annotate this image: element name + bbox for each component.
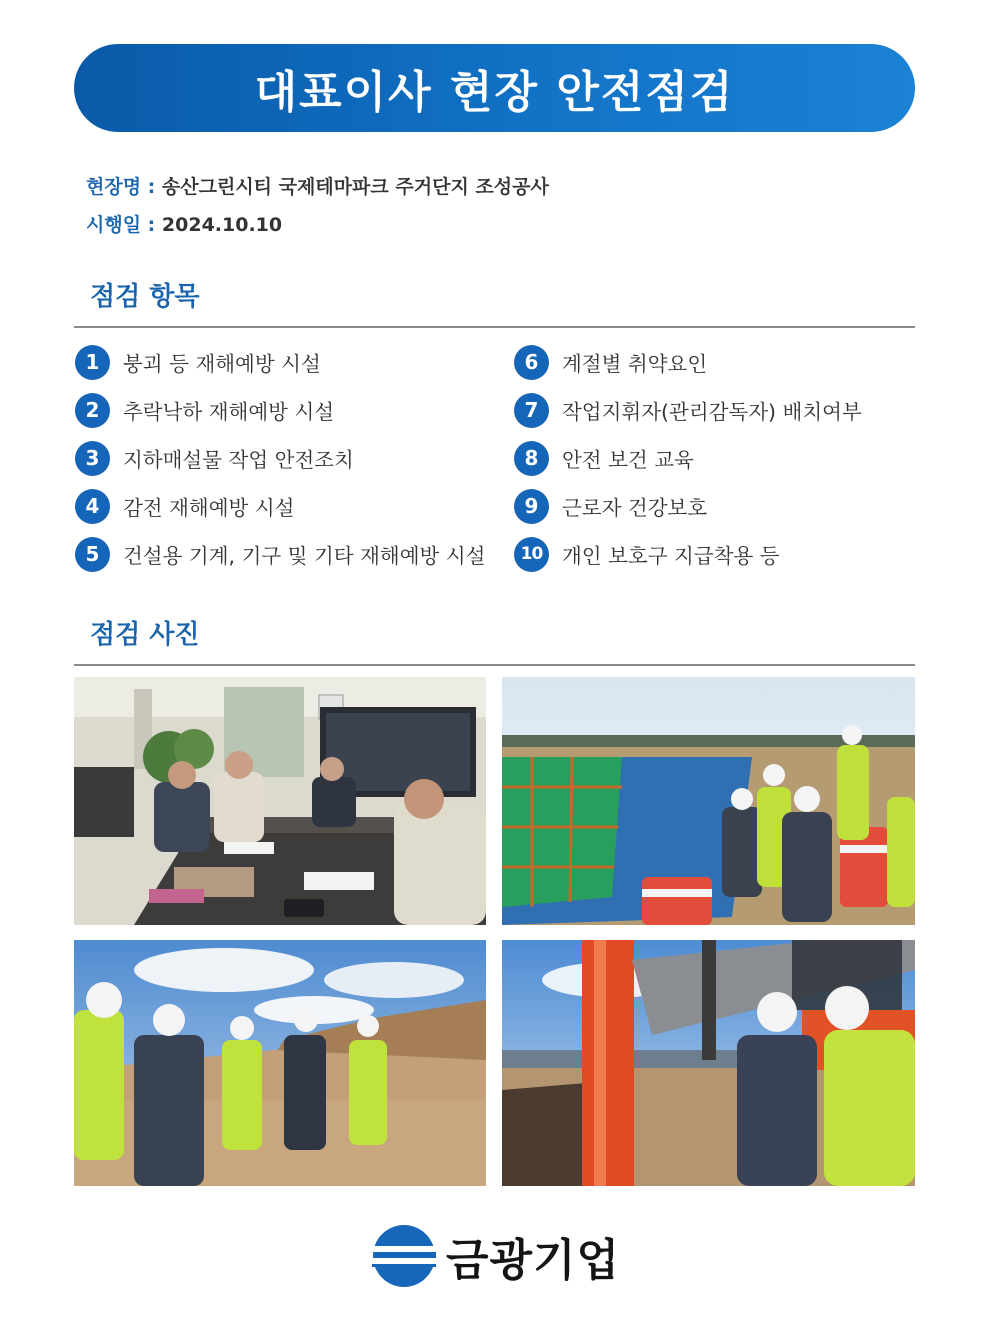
checklist-item xyxy=(75,486,294,526)
number-badge: 2 xyxy=(75,393,110,428)
date-value: 2024.10.10 xyxy=(161,214,283,236)
checklist-item-label: 개인 보호구 지급착용 등 xyxy=(562,544,780,568)
items-divider xyxy=(74,326,915,328)
checklist-item xyxy=(75,534,485,574)
photos-divider xyxy=(74,664,915,666)
photos-section-title: 점검 사진 xyxy=(90,620,200,650)
checklist-item-label: 추락낙하 재해예방 시설 xyxy=(123,400,335,424)
checklist-item xyxy=(75,342,321,382)
items-section-title: 점검 항목 xyxy=(90,282,200,312)
checklist-item-label: 근로자 건강보호 xyxy=(562,496,708,520)
title-banner xyxy=(74,44,915,132)
number-badge: 4 xyxy=(75,489,110,524)
number-badge: 10 xyxy=(514,537,549,572)
office-meeting-photo xyxy=(74,677,486,925)
checklist-item-label: 붕괴 등 재해예방 시설 xyxy=(123,352,321,376)
checklist-item xyxy=(75,438,354,478)
checklist-item-label: 계절별 취약요인 xyxy=(562,352,708,376)
number-badge: 5 xyxy=(75,537,110,572)
date-label: 시행일 : xyxy=(86,214,156,236)
site-name-line xyxy=(86,172,549,199)
checklist-item xyxy=(514,438,694,478)
earthwork-inspection-photo xyxy=(74,940,486,1186)
checklist-item xyxy=(75,390,334,430)
checklist-item-label: 건설용 기계, 기구 및 기타 재해예방 시설 xyxy=(123,544,486,568)
number-badge: 8 xyxy=(514,441,549,476)
checklist-item-label: 감전 재해예방 시설 xyxy=(123,496,295,520)
company-emblem-icon xyxy=(372,1224,436,1288)
pile-rig-inspection-photo xyxy=(502,940,915,1186)
site-name-label: 현장명 : xyxy=(86,176,156,198)
checklist-item-label: 작업지휘자(관리감독자) 배치여부 xyxy=(562,400,862,424)
checklist-item-label: 안전 보건 교육 xyxy=(562,448,694,472)
date-line xyxy=(86,210,282,237)
checklist-item xyxy=(514,342,707,382)
company-name: 금광기업 xyxy=(446,1235,621,1286)
excavation-site-photo xyxy=(502,677,915,925)
number-badge: 6 xyxy=(514,345,549,380)
checklist-item xyxy=(514,486,707,526)
number-badge: 1 xyxy=(75,345,110,380)
page-title: 대표이사 현장 안전점검 xyxy=(254,67,735,118)
checklist-item-label: 지하매설물 작업 안전조치 xyxy=(123,448,354,472)
number-badge: 3 xyxy=(75,441,110,476)
site-name-value: 송산그린시티 국제테마파크 주거단지 조성공사 xyxy=(161,176,549,198)
number-badge: 7 xyxy=(514,393,549,428)
company-logo xyxy=(372,1224,620,1288)
checklist-item xyxy=(514,534,780,574)
number-badge: 9 xyxy=(514,489,549,524)
checklist-item xyxy=(514,390,862,430)
